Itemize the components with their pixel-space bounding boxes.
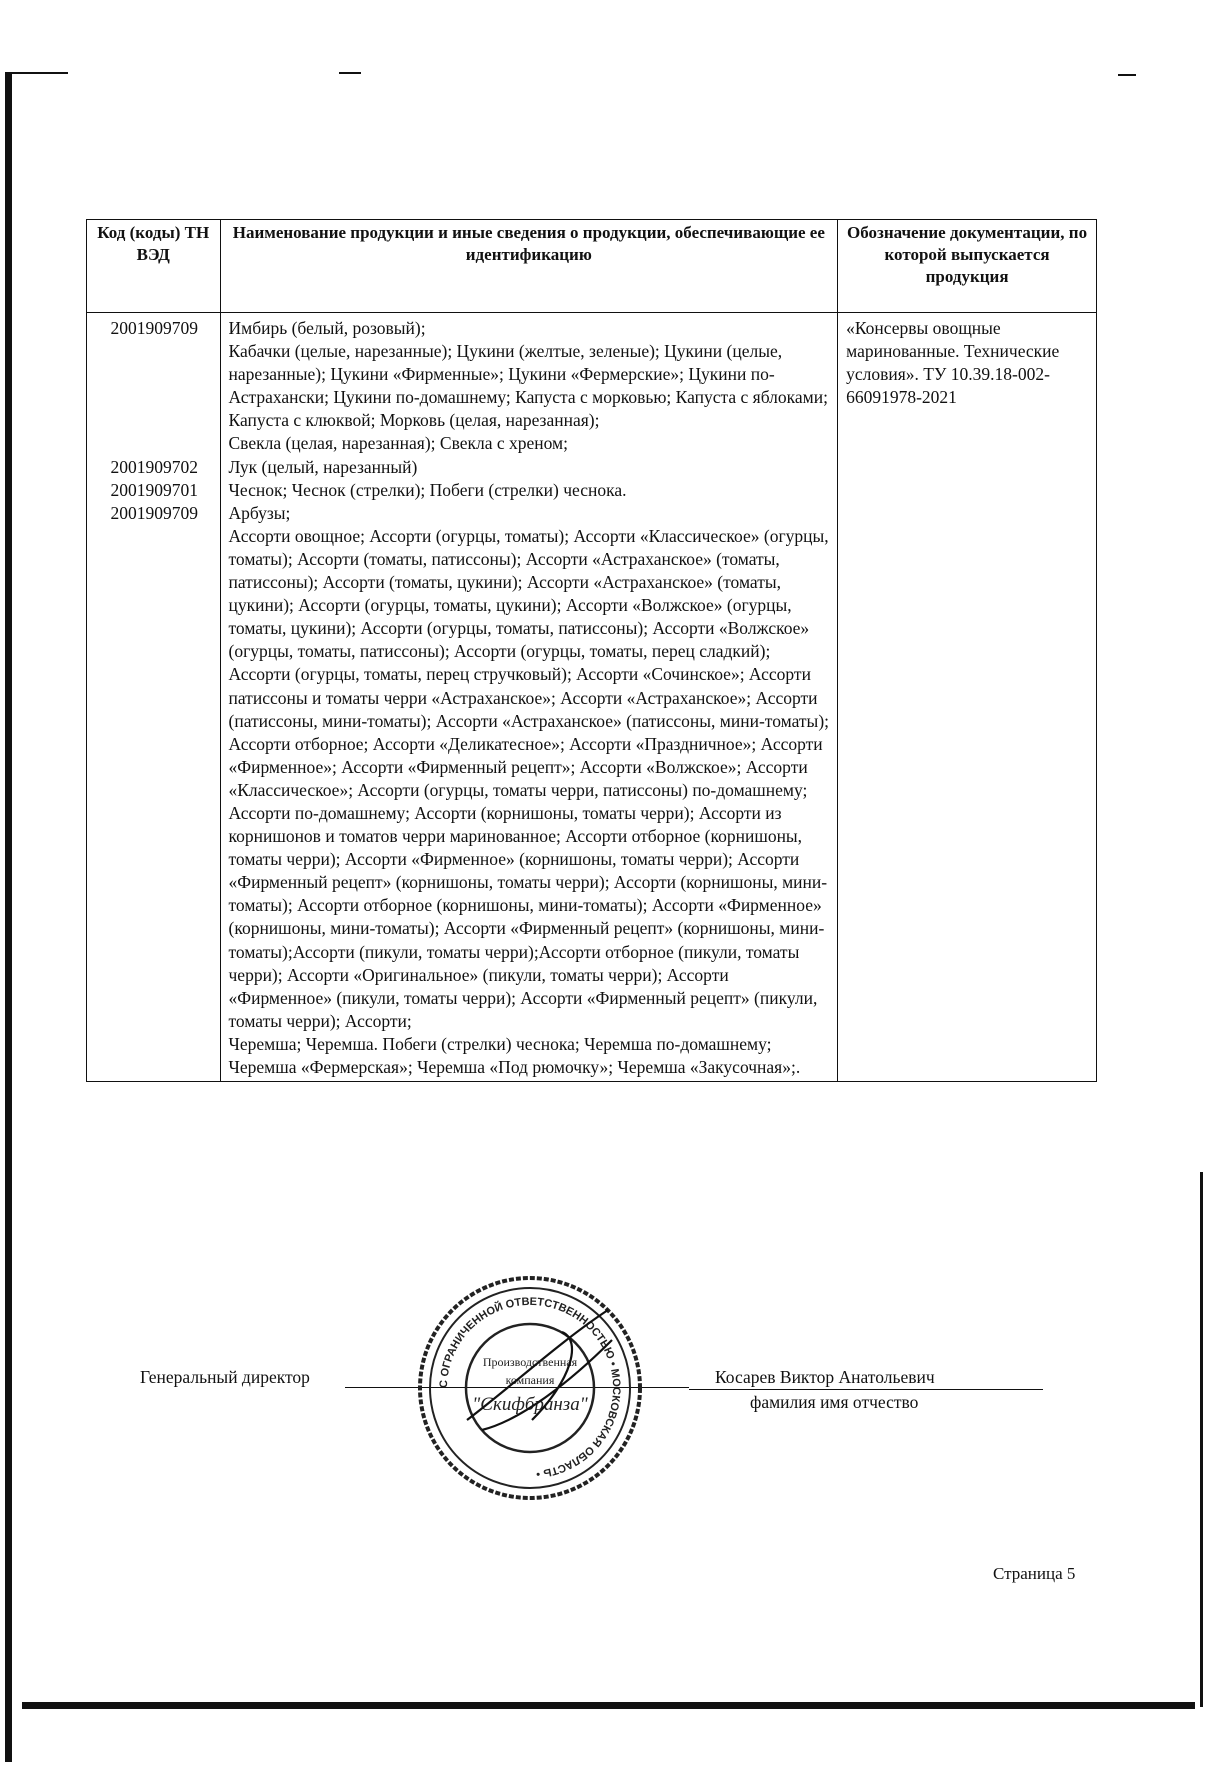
product-table [86, 219, 1097, 1082]
signer-name: Косарев Виктор Анатольевич [715, 1367, 935, 1387]
product-entry: Свекла (целая, нарезанная); Свекла с хреном; [228, 433, 568, 454]
product-entry: Кабачки (целые, нарезанные); Цукини (желтые, зеленые); Цукини (целые, нарезанные); Цукини «Фирменные»; Цукини «Фермерские»; Цукини по-Астрахански; Цукини по-домашнему; Капуста с морковью; Капуста с яблоками; Капуста с клюквой; Морковь (целая, нарезанная); [228, 341, 828, 431]
code-value [95, 409, 214, 432]
table-row [87, 313, 1097, 1082]
seal-line: Производственная [482, 1355, 578, 1369]
documentation-text: «Консервы овощные маринованные. Технические условия». ТУ 10.39.18-002-66091978-2021 [846, 318, 1060, 408]
name-underline [689, 1389, 1043, 1390]
code-value: 2001909709 [110, 318, 198, 338]
signer-name-caption: фамилия имя отчество [750, 1392, 919, 1412]
header-doc: Обозначение документации, по которой выпускается продукция [838, 220, 1097, 313]
code-value: 2001909701 [110, 479, 198, 500]
product-entry: Черемша; Черемша. Побеги (стрелки) чеснока; Черемша по-домашнему; Черемша «Фермерская»; Черемша «Под рюмочку»; Черемша «Закусочная»;. [228, 1033, 801, 1077]
table-header-row [87, 220, 1097, 313]
scan-right-edge [1200, 1172, 1203, 1707]
code-value: 2001909702 [110, 456, 198, 477]
code-value [95, 432, 214, 455]
header-name: Наименование продукции и иные сведения о продукции, обеспечивающие ее идентификацию [220, 220, 838, 313]
product-entry: Ассорти овощное; Ассорти (огурцы, томаты); Ассорти «Классическое» (огурцы, томаты); Ассорти (томаты, патиссоны); Ассорти «Астраханское» (томаты, патиссоны); Ассорти (томаты, цукини); Ассорти «Астраханское» (томаты, цукини); Ассорти (огурцы, томаты, цукини); Ассорти «Волжское» (огурцы, томаты, цукини); Ассорти (огурцы, томаты, патиссоны); Ассорти «Волжское» (огурцы, томаты, патиссоны); Ассорти (огурцы, томаты, перец сладкий); Ассорти (огурцы, томаты, перец стручковый); Ассорти «Сочинское»; Ассорти патиссоны и томаты черри «Астраханское»; Ассорти «Астраханское»; Ассорти (патиссоны, мини-томаты); Ассорти «Астраханское» (патиссоны, мини-томаты); Ассорти отборное; Ассорти «Деликатесное»; Ассорти «Праздничное»; Ассорти «Фирменное»; Ассорти «Фирменный рецепт»; Ассорти «Волжское»; Ассорти «Классическое»; Ассорти (огурцы, томаты черри, патиссоны) по-домашнему; Ассорти по-домашнему; Ассорти (корнишоны, томаты черри); Ассорти из корнишонов и томатов черри маринованное; Ассорти отборное (корнишоны, томаты черри); Ассорти «Фирменное» (корнишоны, томаты черри); Ассорти «Фирменный рецепт» (корнишоны, томаты черри); Ассорти (корнишоны, мини-томаты); Ассорти отборное (корнишоны, мини-томаты); Ассорти «Фирменное» (корнишоны, мини-томаты); Ассорти «Фирменный рецепт» (корнишоны, мини-томаты);Ассорти (пикули, томаты черри);Ассорти отборное (пикули, томаты черри); Ассорти «Оригинальное» (пикули, томаты черри); Ассорти «Фирменное» (пикули, томаты черри); Ассорти «Фирменный рецепт» (пикули, томаты черри); Ассорти; [228, 525, 830, 1031]
company-seal [412, 1270, 648, 1506]
product-entry: Лук (целый, нарезанный) [228, 456, 418, 477]
code-value [95, 363, 214, 386]
code-value [95, 340, 214, 363]
product-entry: Имбирь (белый, розовый); [228, 318, 426, 338]
scan-top-mark [339, 72, 361, 74]
codes-cell [87, 313, 221, 1082]
product-entry: Чеснок; Чеснок (стрелки); Побеги (стрелки) чеснока. [228, 479, 627, 500]
documentation-cell [838, 313, 1097, 1082]
header-code: Код (коды) ТН ВЭД [87, 220, 221, 313]
scan-bottom-bar [22, 1702, 1195, 1709]
code-value: 2001909709 [110, 502, 198, 523]
names-cell [220, 313, 838, 1082]
position-title: Генеральный директор [140, 1367, 310, 1387]
seal-ring-text: С ОГРАНИЧЕННОЙ ОТВЕТСТВЕННОСТЬЮ • МОСКОВСКАЯ ОБЛАСТЬ • [437, 1295, 623, 1480]
scan-top-mark [1118, 74, 1136, 76]
seal-company-name: "Скифбранза" [472, 1394, 588, 1415]
scan-left-edge [5, 72, 12, 1762]
seal-line: компания [505, 1373, 555, 1387]
scan-top-mark [8, 72, 68, 74]
code-value [95, 386, 214, 409]
product-entry: Арбузы; [228, 502, 291, 523]
page-number: Страница 5 [993, 1564, 1076, 1583]
